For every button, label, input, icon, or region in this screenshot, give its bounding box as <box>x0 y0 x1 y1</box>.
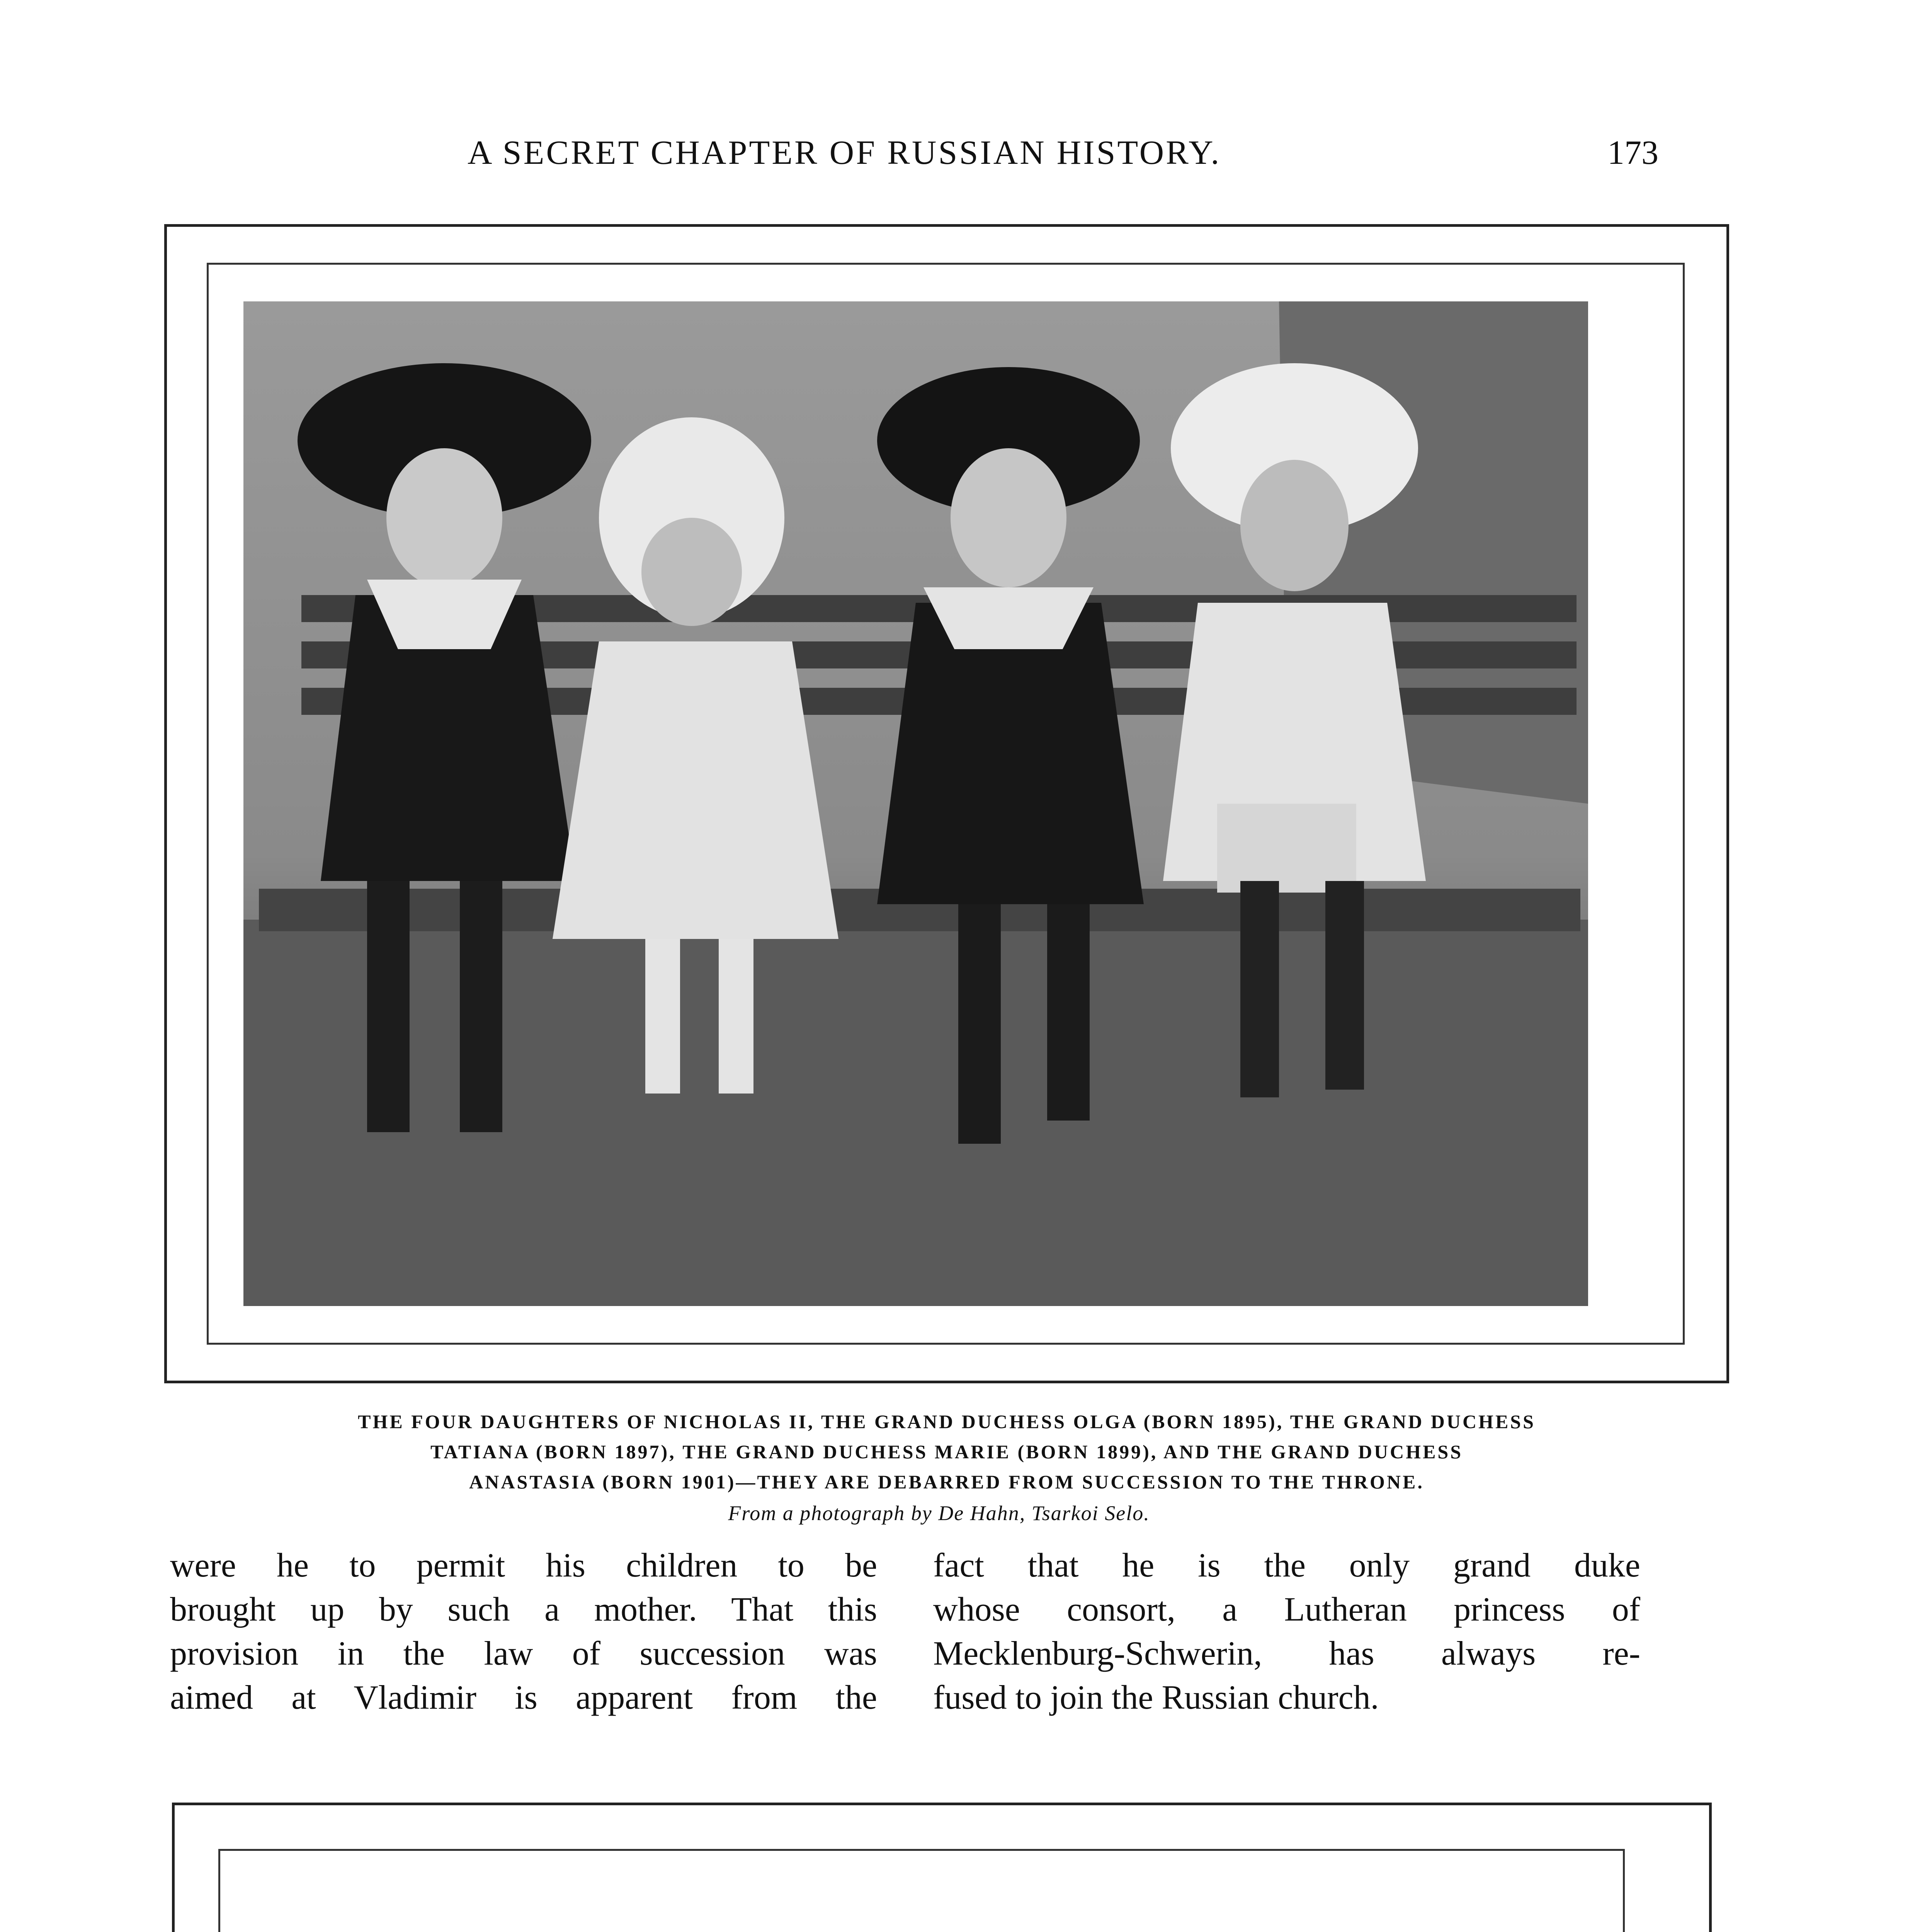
text-line: Mecklenburg-Schwerin, has always re- <box>933 1635 1640 1672</box>
figure1-caption-line: ANASTASIA (BORN 1901)—THEY ARE DEBARRED FROM SUCCESSION TO THE THRONE. <box>469 1471 1424 1493</box>
body-text-left-column <box>170 1544 877 1720</box>
figure1-photograph <box>243 301 1588 1306</box>
page-number: 173 <box>1607 134 1658 172</box>
figure1-caption-line: TATIANA (BORN 1897), THE GRAND DUCHESS MARIE (BORN 1899), AND THE GRAND DUCHESS <box>430 1441 1463 1463</box>
body-text-right-column <box>933 1544 1640 1720</box>
figure1-caption <box>166 1406 1727 1497</box>
text-line: were he to permit his children to be <box>170 1547 877 1584</box>
text-line: fact that he is the only grand duke <box>933 1547 1640 1584</box>
text-line: aimed at Vladimir is apparent from the <box>170 1679 877 1716</box>
running-header-title: A SECRET CHAPTER OF RUSSIAN HISTORY. <box>468 134 1221 172</box>
text-line: fused to join the Russian church. <box>933 1679 1379 1716</box>
figure1-caption-line: THE FOUR DAUGHTERS OF NICHOLAS II, THE GRAND DUCHESS OLGA (BORN 1895), THE GRAND DUCHESS <box>358 1411 1536 1432</box>
text-line: provision in the law of succession was <box>170 1635 877 1672</box>
figure2-inner-frame <box>218 1849 1625 1932</box>
text-line: brought up by such a mother. That this <box>170 1591 877 1628</box>
text-line: whose consort, a Lutheran princess of <box>933 1591 1640 1628</box>
figure1-photo-credit: From a photograph by De Hahn, Tsarkoi Selo. <box>728 1502 1150 1525</box>
